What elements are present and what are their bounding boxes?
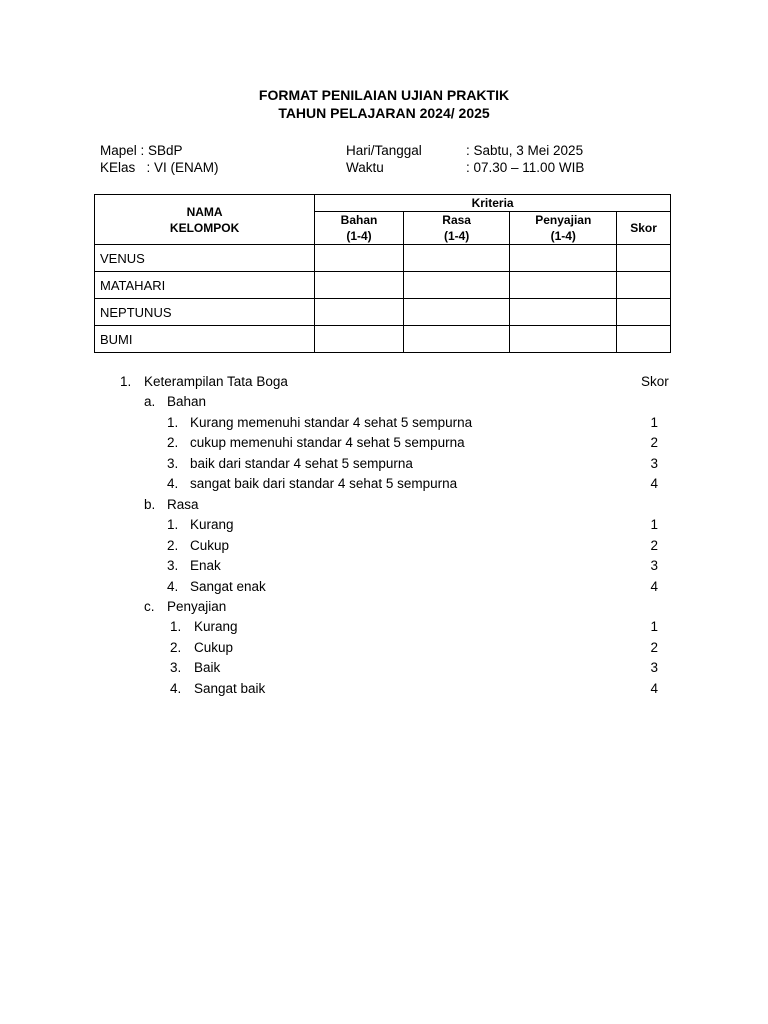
bahan-cell[interactable] [315,245,404,272]
rasa-cell[interactable] [403,299,510,326]
list-item-score: 4 [650,476,658,491]
penyajian-header [510,212,617,245]
list-item-label: sangat baik dari standar 4 sehat 5 sempurna [190,476,458,491]
group-name-cell: NEPTUNUS [95,299,315,326]
main-item-number: 1. [120,374,132,389]
waktu-value: : 07.30 – 11.00 WIB [466,160,585,175]
list-item-score: 2 [650,435,658,450]
list-item-score: 1 [650,415,658,430]
bahan-header [315,212,404,245]
table-row [95,272,671,299]
rasa-cell[interactable] [403,326,510,353]
list-item-label: Cukup [194,640,234,655]
hari-value: : Sabtu, 3 Mei 2025 [466,143,584,158]
list-item-label: Kurang memenuhi standar 4 sehat 5 sempurna [190,415,473,430]
list-item-number: 2. [167,538,179,553]
list-item-number: 3. [167,558,179,573]
list-item-score: 2 [650,640,658,655]
list-item-score: 1 [650,517,658,532]
bahan-cell[interactable] [315,326,404,353]
penyajian-cell[interactable] [510,299,617,326]
list-item-score: 3 [650,456,658,471]
bahan-header-range: (1-4) [346,229,372,243]
sub-b-letter: b. [144,497,156,512]
kelas-text: KElas : VI (ENAM) [100,160,219,175]
list-item-number: 3. [170,660,182,675]
name-header-line2: KELOMPOK [169,220,240,235]
list-item-label: baik dari standar 4 sehat 5 sempurna [190,456,413,471]
list-item-label: Enak [190,558,221,573]
list-item-score: 4 [650,681,658,696]
group-name-cell: VENUS [95,245,315,272]
assessment-table [94,194,671,353]
waktu-label: Waktu [346,160,384,175]
list-item-label: Kurang [194,619,238,634]
table-row [95,299,671,326]
list-item-label: Baik [194,660,221,675]
skor-header: Skor [617,212,671,245]
list-item-number: 2. [167,435,179,450]
skor-cell[interactable] [617,326,671,353]
name-header-line1: NAMA [186,204,223,219]
list-item-number: 2. [170,640,182,655]
list-item-score: 3 [650,660,658,675]
penyajian-header-range: (1-4) [550,229,576,243]
rasa-cell[interactable] [403,245,510,272]
penyajian-cell[interactable] [510,245,617,272]
mapel-text: Mapel : SBdP [100,143,183,158]
list-item-number: 4. [170,681,182,696]
list-item-number: 4. [167,476,179,491]
list-item-label: Cukup [190,538,230,553]
list-item-number: 3. [167,456,179,471]
list-item-score: 2 [650,538,658,553]
sub-b-label: Rasa [167,497,199,512]
name-header [95,195,315,245]
sub-c-letter: c. [144,599,155,614]
sub-c-label: Penyajian [167,599,227,614]
rasa-cell[interactable] [403,272,510,299]
rasa-header-label: Rasa [442,213,471,227]
skor-cell[interactable] [617,299,671,326]
sub-a-label: Bahan [167,394,207,409]
list-item-score: 1 [650,619,658,634]
table-row [95,245,671,272]
list-item-number: 4. [167,579,179,594]
penyajian-cell[interactable] [510,272,617,299]
list-item-label: cukup memenuhi standar 4 sehat 5 sempurna [190,435,465,450]
sub-a-letter: a. [144,394,156,409]
skor-cell[interactable] [617,245,671,272]
skor-column-label: Skor [641,374,669,389]
main-item-label: Keterampilan Tata Boga [144,374,288,389]
bahan-cell[interactable] [315,272,404,299]
penyajian-header-label: Penyajian [535,213,592,227]
list-item-label: Sangat baik [194,681,266,696]
list-item-score: 4 [650,579,658,594]
document-subtitle: TAHUN PELAJARAN 2024/ 2025 [278,105,490,121]
bahan-header-label: Bahan [340,213,378,227]
skor-cell[interactable] [617,272,671,299]
list-item-number: 1. [167,415,179,430]
group-name-cell: MATAHARI [95,272,315,299]
list-item-label: Sangat enak [190,579,266,594]
hari-label: Hari/Tanggal [346,143,422,158]
list-item-number: 1. [167,517,179,532]
list-item-label: Kurang [190,517,234,532]
document-title: FORMAT PENILAIAN UJIAN PRAKTIK [258,87,510,103]
table-row [95,326,671,353]
rasa-header [403,212,510,245]
bahan-cell[interactable] [315,299,404,326]
penyajian-cell[interactable] [510,326,617,353]
kriteria-header: Kriteria [315,195,671,212]
rasa-header-range: (1-4) [443,229,470,243]
group-name-cell: BUMI [95,326,315,353]
list-item-score: 3 [650,558,658,573]
list-item-number: 1. [170,619,182,634]
